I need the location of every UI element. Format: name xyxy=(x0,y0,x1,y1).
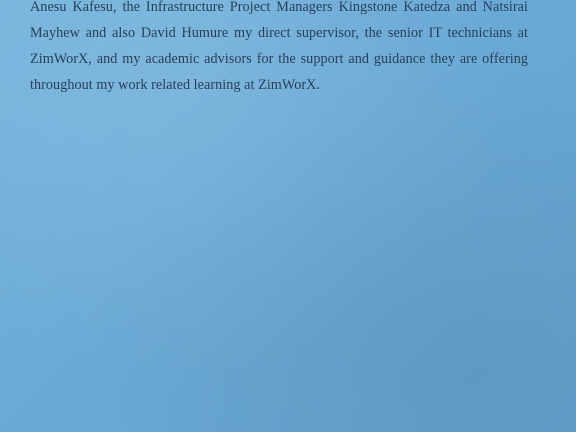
acknowledgement-paragraph xyxy=(30,0,528,98)
paragraph-line-1: Anesu Kafesu, the Infrastructure Project Managers Kingstone Katedza and Natsirai xyxy=(30,0,528,15)
paragraph-line-3: ZimWorX, and my academic advisors for the support and guidance they are offering xyxy=(30,51,528,67)
paragraph-line-4: throughout my work related learning at ZimWorX. xyxy=(30,77,321,93)
paragraph-line-2: Mayhew and also David Humure my direct supervisor, the senior IT technicians at xyxy=(30,25,528,41)
